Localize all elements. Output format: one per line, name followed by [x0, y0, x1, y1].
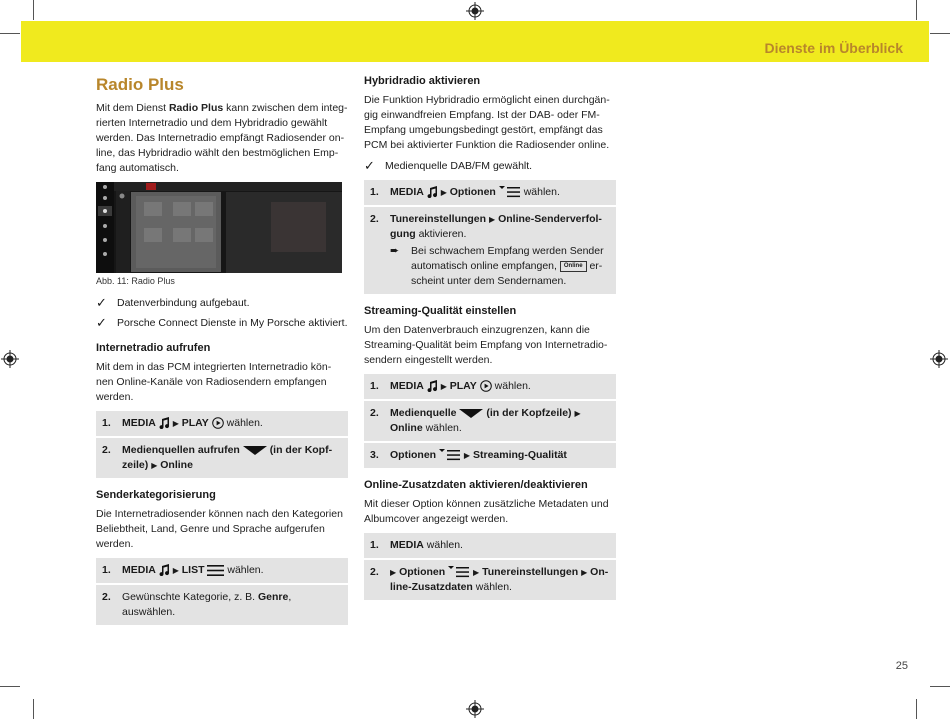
crop-mark: [930, 33, 950, 34]
options-menu-icon: [499, 186, 521, 198]
crop-mark: [930, 686, 950, 687]
triangle-right-icon: ▶: [172, 419, 179, 428]
play-circle-icon: [480, 380, 492, 392]
online-badge: Online: [560, 261, 587, 272]
chevron-down-icon: [459, 409, 483, 418]
triangle-right-icon: ▶: [581, 568, 588, 577]
options-menu-icon: [439, 449, 461, 461]
crop-mark: [33, 699, 34, 719]
kategorie-text: Die Internetradiosender können nach den Kategorien Beliebtheit, Land, Genre und Sprache aufgerufen werden.: [96, 508, 343, 550]
hybrid-heading: Hybridradio aktivieren: [364, 75, 481, 87]
registration-mark-icon: [1, 350, 19, 368]
triangle-right-icon: ▶: [151, 461, 158, 470]
streaming-heading: Streaming-Qualität einstellen: [364, 305, 517, 317]
play-circle-icon: [212, 417, 224, 429]
registration-mark-icon: [930, 350, 948, 368]
precondition-item: ✓ Datenverbindung aufgebaut.: [96, 295, 250, 310]
step-row: 1. MEDIA ▶ Optionen wählen.: [364, 180, 616, 205]
streaming-text: Um den Datenverbrauch einzugrenzen, kann die Streaming-Qualität beim Empfang von Internetradio-sendern eingestellt werden.: [364, 324, 608, 366]
music-note-icon: [427, 186, 438, 198]
result-note: ➨ Bei schwachem Empfang werden Sender automatisch online empfangen, Online er-scheint unter dem Sendernamen.: [390, 245, 604, 287]
step-row: 1. MEDIA ▶ PLAY wählen.: [96, 411, 348, 436]
left-column: [96, 73, 348, 627]
options-menu-icon: [448, 566, 470, 578]
kategorie-steps: [96, 558, 348, 625]
step-row: 2. Gewünschte Kategorie, z. B. Genre, auswählen.: [96, 585, 348, 625]
intro-text: Mit dem Dienst Radio Plus kann zwischen dem integ-rierten Internetradio und dem Hybridradio gewählt werden. Das Internetradio empfängt Radiosender on-line, das Hybridradio wählt den bestmöglichen Emp-fang automatisch.: [96, 102, 348, 174]
zusatz-steps: [364, 533, 616, 600]
right-column: [364, 73, 616, 602]
step-row: 2. Medienquellen aufrufen (in der Kopf-zeile) ▶ Online: [96, 438, 348, 478]
internetradio-steps: [96, 411, 348, 478]
internetradio-heading: Internetradio aufrufen: [96, 342, 211, 354]
internetradio-text: Mit dem in das PCM integrierten Internetradio kön-nen Online-Kanäle von Radiosendern empfangen werden.: [96, 361, 332, 403]
chevron-down-icon: [243, 446, 267, 455]
step-row: 1. MEDIA ▶ PLAY wählen.: [364, 374, 616, 399]
crop-mark: [916, 0, 917, 20]
zusatz-text: Mit dieser Option können zusätzliche Metadaten und Albumcover angezeigt werden.: [364, 498, 609, 525]
checkmark-icon: ✓: [364, 158, 375, 173]
triangle-right-icon: ▶: [463, 451, 471, 460]
checkmark-icon: ✓: [96, 295, 107, 310]
streaming-steps: [364, 374, 616, 468]
hybrid-text: Die Funktion Hybridradio ermöglicht einen durchgän-gig einwandfreien Empfang. Ist der DAB- oder FM-Empfang umgebungsbedingt gestört, empfängt das PCM bei aktivierter Funktion die Radiosender online.: [364, 94, 610, 151]
section-title: Radio Plus: [96, 75, 184, 94]
step-row: 2. Medienquelle (in der Kopfzeile) ▶ Online wählen.: [364, 401, 616, 441]
step-row: 2. Tunereinstellungen ▶ Online-Senderverfol-gung aktivieren. ➨ Bei schwachem Empfang werden Sender automatisch online empfangen, Online er-scheint unter dem Sendernamen.: [364, 207, 616, 294]
step-row: 2. ▶ Optionen ▶ Tunereinstellungen ▶ On-line-Zusatzdaten wählen.: [364, 560, 616, 600]
triangle-right-icon: ▶: [574, 409, 581, 418]
music-note-icon: [427, 380, 438, 392]
triangle-right-icon: ▶: [390, 568, 397, 577]
triangle-right-icon: ▶: [440, 188, 447, 197]
crop-mark: [916, 699, 917, 719]
header-bar: [21, 21, 929, 62]
header-title: Dienste im Überblick: [764, 40, 903, 56]
music-note-icon: [159, 564, 170, 576]
kategorie-heading: Senderkategorisierung: [96, 489, 216, 501]
precondition-item: ✓ Porsche Connect Dienste in My Porsche aktiviert.: [96, 315, 348, 330]
page-number: 25: [895, 660, 908, 672]
crop-mark: [33, 0, 34, 20]
list-icon: [207, 565, 224, 576]
registration-mark-icon: [466, 2, 484, 20]
triangle-right-icon: ▶: [172, 566, 179, 575]
arrow-right-icon: ➨: [390, 245, 400, 257]
step-row: 1. MEDIA wählen.: [364, 533, 616, 558]
triangle-right-icon: ▶: [489, 215, 496, 224]
checkmark-icon: ✓: [96, 315, 107, 330]
radio-plus-screenshot: [96, 182, 342, 273]
triangle-right-icon: ▶: [440, 382, 447, 391]
precondition-item: ✓ Medienquelle DAB/FM gewählt.: [364, 158, 533, 173]
crop-mark: [0, 686, 20, 687]
step-row: 3. Optionen ▶ Streaming-Qualität: [364, 443, 616, 468]
figure-caption: Abb. 11: Radio Plus: [96, 276, 175, 286]
pcm-screen-illustration: [96, 182, 342, 273]
music-note-icon: [159, 417, 170, 429]
zusatz-heading: Online-Zusatzdaten aktivieren/deaktivieren: [364, 479, 588, 491]
triangle-right-icon: ▶: [473, 568, 480, 577]
crop-mark: [0, 33, 20, 34]
registration-mark-icon: [466, 700, 484, 718]
hybrid-steps: [364, 180, 616, 294]
step-row: 1. MEDIA ▶ LIST wählen.: [96, 558, 348, 583]
